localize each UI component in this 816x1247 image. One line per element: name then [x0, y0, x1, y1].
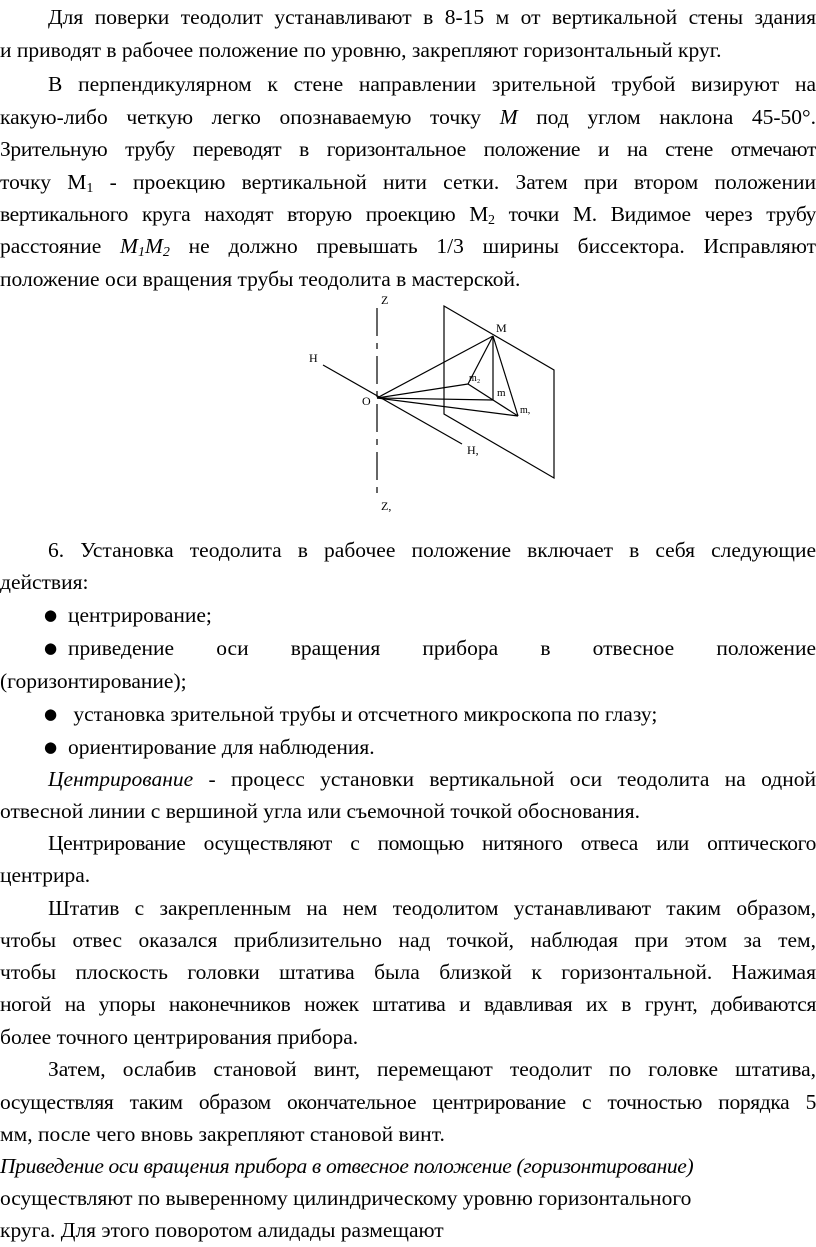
para5-line5: более точного центрирования прибора.: [0, 1025, 359, 1049]
bullet-item: ● приведение оси вращения прибора в отвесное положение: [44, 631, 816, 665]
theodolite-check-diagram: [300, 286, 580, 516]
para6-line1: Затем, ослабив становой винт, перемещают теодолит по головке штатива,: [48, 1057, 816, 1081]
para7-line1: Приведение оси вращения прибора в отвесное положение (горизонтирование): [0, 1154, 694, 1178]
para2-line6: расстояние $М_1М_2$ не должно превышать 1/3 ширины биссектора. Исправляют: [0, 234, 816, 260]
bullet-dot-icon: ●: [44, 606, 58, 624]
label-o: O: [362, 394, 371, 408]
para4-line2: центрира.: [0, 863, 91, 887]
bullet-dot-icon: ●: [44, 705, 58, 723]
para5-line3: чтобы плоскость головки штатива была близкой к горизонтальной. Нажимая: [0, 960, 816, 984]
bullet-continuation: (горизонтирование);: [0, 669, 187, 693]
para1-line2: и приводят в рабочее положение по уровню, закрепляют горизонтальный круг.: [0, 38, 722, 62]
label-z: Z: [381, 293, 389, 307]
para7-line2: осуществляют по выверенному цилиндрическому уровню горизонтального: [0, 1186, 692, 1210]
label-h1: H,: [467, 443, 479, 457]
label-m: m: [497, 387, 506, 399]
para7-line3: круга. Для этого поворотом алидады размещают: [0, 1218, 444, 1242]
label-m1: m,: [520, 405, 531, 416]
para2-line5: вертикального круга находят вторую проекцию $М_2$ точки М. Видимое через трубу: [0, 202, 816, 228]
document-page: Для поверки теодолит устанавливают в 8-15 м от вертикальной стены здания и приводят в рабочее положение по уровню, закрепляют горизонтальный круг. В перпендикулярном к стене направлении зрительной трубой визируют на какую-либо четкую легко опознаваемую точку М под углом наклона 45-50°. Зрительную трубу переводят в горизонтальное положение и на стене отмечают точку $М_1$ - проекцию вертикальной нити сетки. Затем при втором положении вертикального круга находят вторую проекцию $М_2$ точки М. Видимое через трубу расстояние $М_1М_2$ не должно превышать 1/3 ширины биссектора. Исправляют положение оси вращения трубы теодолита в мастерской. Z Z, H H, O M m₂ m m, 6. Установка теодолита в рабочее положение включает в себя следующие действия: ● центрирование; ● приведение оси вращения прибора в отвесное положение (горизонтирование); ● установка зрительной трубы и отсчетного микроскопа по глазу; ● ориентирование для наблюдения. Центрирование - процесс установки вертикальной оси теодолита на одной отвесной линии с вершиной угла или съемочной точкой обоснования. Центрирование осуществляют с помощью нитяного отвеса или оптического центрира. Штатив с закрепленным на нем теодолитом устанавливают таким образом, чтобы отвес оказался приблизительно над точкой, наблюдая при этом за тем, чтобы плоскость головки штатива была близкой к горизонтальной. Нажимая ногой на упоры наконечников ножек штатива и вдавливая их в грунт, добиваются более точного центрирования прибора. Затем, ослабив становой винт, перемещают теодолит по головке штатива, осуществляя таким образом окончательное центрирование с точностью порядка 5 мм, после чего вновь закрепляют становой винт. Приведение оси вращения прибора в отвесное положение (горизонтирование) осуществляют по выверенному цилиндрическому уровню горизонтального круга. Для этого поворотом алидады размещают: [0, 0, 816, 1231]
section6-line1: 6. Установка теодолита в рабочее положение включает в себя следующие: [48, 538, 816, 562]
para3-line1: Центрирование - процесс установки вертикальной оси теодолита на одной: [48, 767, 816, 791]
label-z1: Z,: [381, 499, 392, 513]
para6-line3: мм, после чего вновь закрепляют становой винт.: [0, 1122, 445, 1146]
section6-line2: действия:: [0, 570, 89, 594]
para2-line7: положение оси вращения трубы теодолита в мастерской.: [0, 267, 521, 291]
ray-o-m1: [377, 398, 518, 416]
h-axis: [323, 365, 462, 444]
label-m2: m₂: [469, 373, 481, 384]
term-centering: Центрирование: [48, 767, 194, 791]
bullet-dot-icon: ●: [44, 738, 58, 756]
para6-line2: осуществляя таким образом окончательное центрирование с точностью порядка 5: [0, 1090, 816, 1114]
para2-line4: точку $М_1$ - проекцию вертикальной нити сетки. Затем при втором положении: [0, 170, 816, 196]
para2-line1: В перпендикулярном к стене направлении зрительной трубой визируют на: [48, 72, 816, 96]
label-h: H: [309, 351, 318, 365]
para5-line1: Штатив с закрепленным на нем теодолитом устанавливают таким образом,: [48, 896, 816, 920]
para2-line2: какую-либо четкую легко опознаваемую точку М под углом наклона 45-50°.: [0, 105, 816, 129]
para5-line2: чтобы отвес оказался приблизительно над точкой, наблюдая при этом за тем,: [0, 928, 816, 952]
bullet-dot-icon: ●: [44, 639, 58, 657]
para1-line1: Для поверки теодолит устанавливают в 8-15 м от вертикальной стены здания: [48, 5, 816, 29]
para4-line1: Центрирование осуществляют с помощью нитяного отвеса или оптического: [48, 831, 816, 855]
para2-line3: Зрительную трубу переводят в горизонтальное положение и на стене отмечают: [0, 137, 816, 161]
line-m-m1: [493, 336, 518, 416]
para5-line4: ногой на упоры наконечников ножек штатива и вдавливая их в грунт, добиваются: [0, 992, 816, 1016]
label-m-big: M: [496, 321, 507, 335]
para3-line2: отвесной линии с вершиной угла или съемочной точкой обоснования.: [0, 799, 640, 823]
